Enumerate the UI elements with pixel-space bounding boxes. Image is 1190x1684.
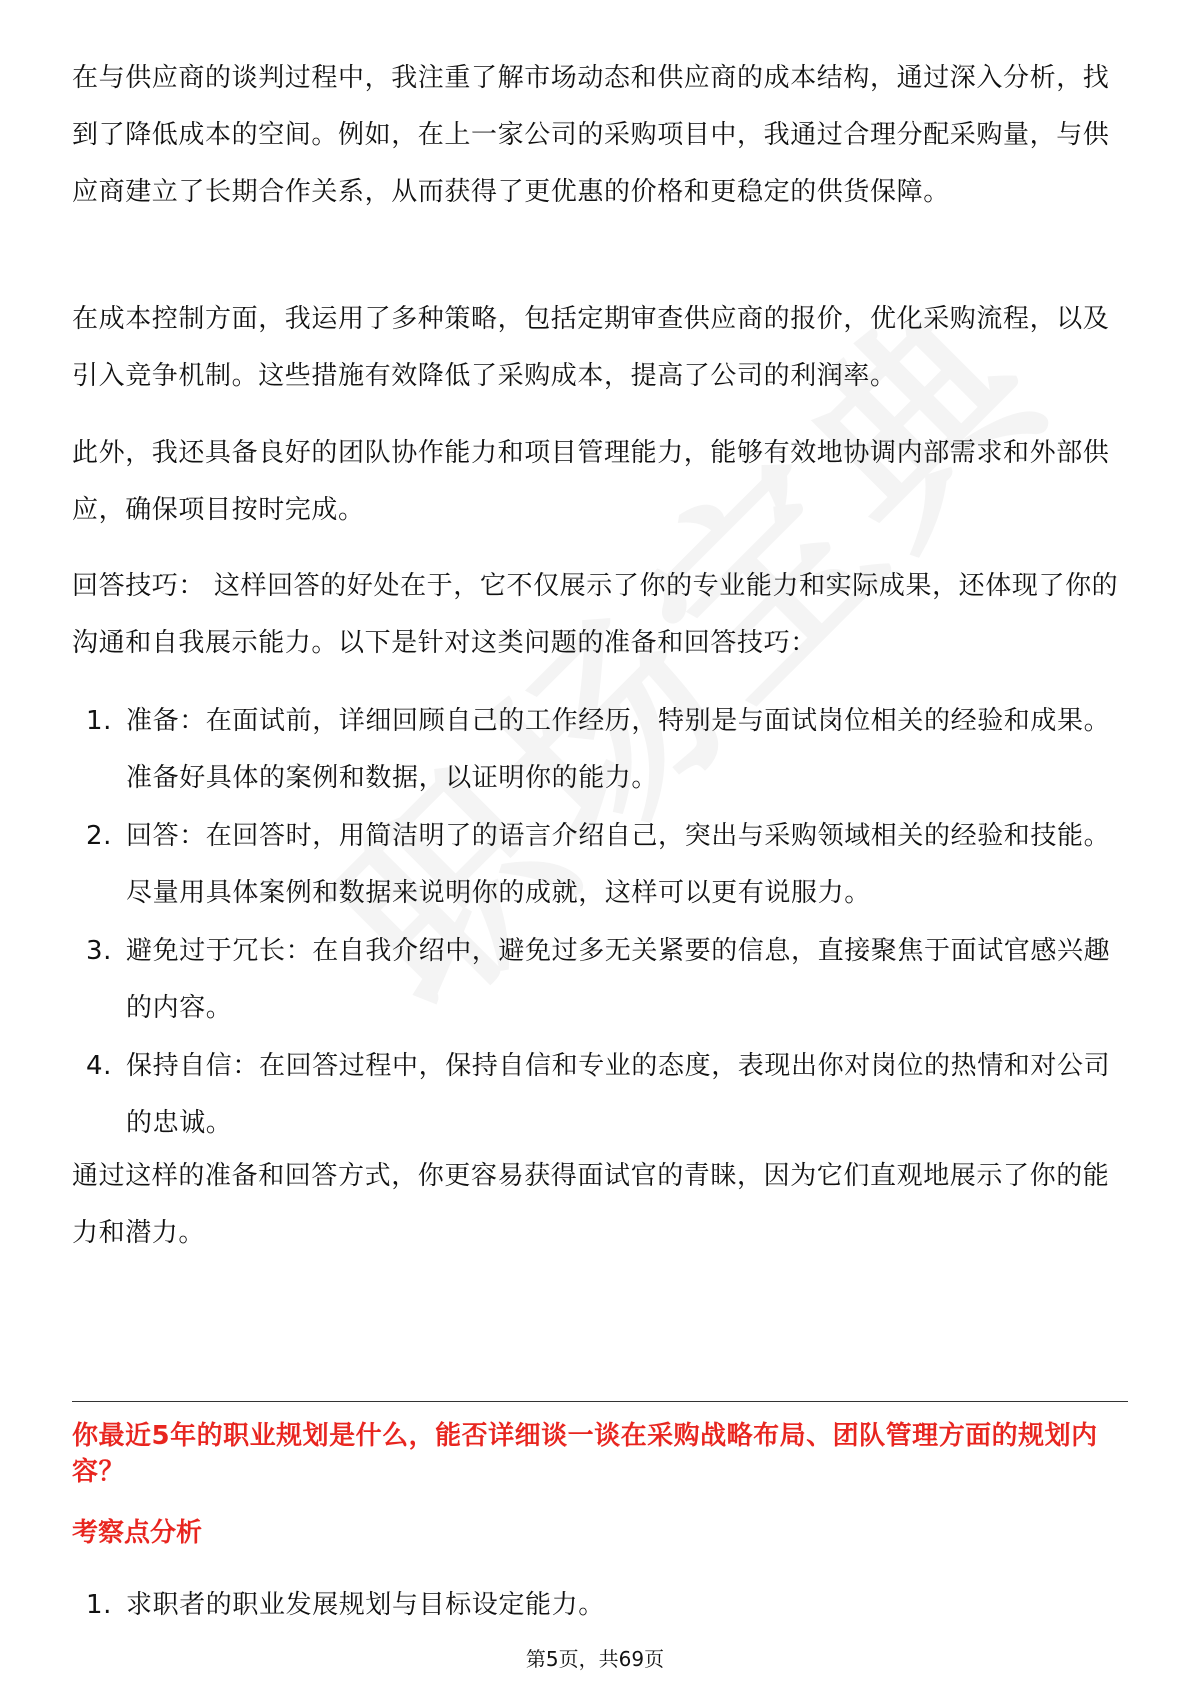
paragraph-conclusion: 通过这样的准备和回答方式，你更容易获得面试官的青睐，因为它们直观地展示了你的能力和潜力。 (72, 1161, 1110, 1248)
list-item (72, 1577, 1128, 1634)
list-item (72, 808, 1128, 922)
list-number: 2. (86, 821, 113, 851)
analysis-list (72, 1577, 1128, 1635)
list-text: 回答：在回答时，用简洁明了的语言介绍自己，突出与采购领域相关的经验和技能。尽量用具体案例和数据来说明你的成就，这样可以更有说服力。 (126, 821, 1111, 908)
section-divider (72, 1401, 1128, 1402)
list-item (72, 1038, 1128, 1152)
list-number: 3. (86, 936, 113, 966)
list-item (72, 923, 1128, 1037)
paragraph-answer-tips: 回答技巧： 这样回答的好处在于，它不仅展示了你的专业能力和实际成果，还体现了你的沟通和自我展示能力。以下是针对这类问题的准备和回答技巧： (72, 571, 1119, 658)
analysis-title: 考察点分析 (72, 1518, 203, 1548)
list-number: 1. (86, 706, 113, 736)
list-text: 求职者的职业发展规划与目标设定能力。 (126, 1590, 605, 1620)
list-number: 4. (86, 1051, 113, 1081)
tips-list (72, 693, 1128, 1153)
list-text: 避免过于冗长：在自我介绍中，避免过多无关紧要的信息，直接聚焦于面试官感兴趣的内容。 (126, 936, 1111, 1023)
list-item (72, 693, 1128, 807)
paragraph-negotiation: 在与供应商的谈判过程中，我注重了解市场动态和供应商的成本结构，通过深入分析，找到了降低成本的空间。例如，在上一家公司的采购项目中，我通过合理分配采购量，与供应商建立了长期合作关系，从而获得了更优惠的价格和更稳定的供货保障。 (72, 63, 1110, 207)
page-indicator: 第5页，共69页 (525, 1647, 665, 1671)
paragraph-cost-control: 在成本控制方面，我运用了多种策略，包括定期审查供应商的报价，优化采购流程，以及引入竞争机制。这些措施有效降低了采购成本，提高了公司的利润率。 (72, 304, 1110, 391)
list-text: 保持自信：在回答过程中，保持自信和专业的态度，表现出你对岗位的热情和对公司的忠诚。 (126, 1051, 1111, 1138)
interview-question: 你最近5年的职业规划是什么，能否详细谈一谈在采购战略布局、团队管理方面的规划内容？ (72, 1421, 1098, 1487)
list-text: 准备：在面试前，详细回顾自己的工作经历，特别是与面试岗位相关的经验和成果。准备好具体的案例和数据，以证明你的能力。 (126, 706, 1111, 793)
paragraph-teamwork: 此外，我还具备良好的团队协作能力和项目管理能力，能够有效地协调内部需求和外部供应，确保项目按时完成。 (72, 438, 1110, 525)
list-number: 1. (86, 1590, 113, 1620)
